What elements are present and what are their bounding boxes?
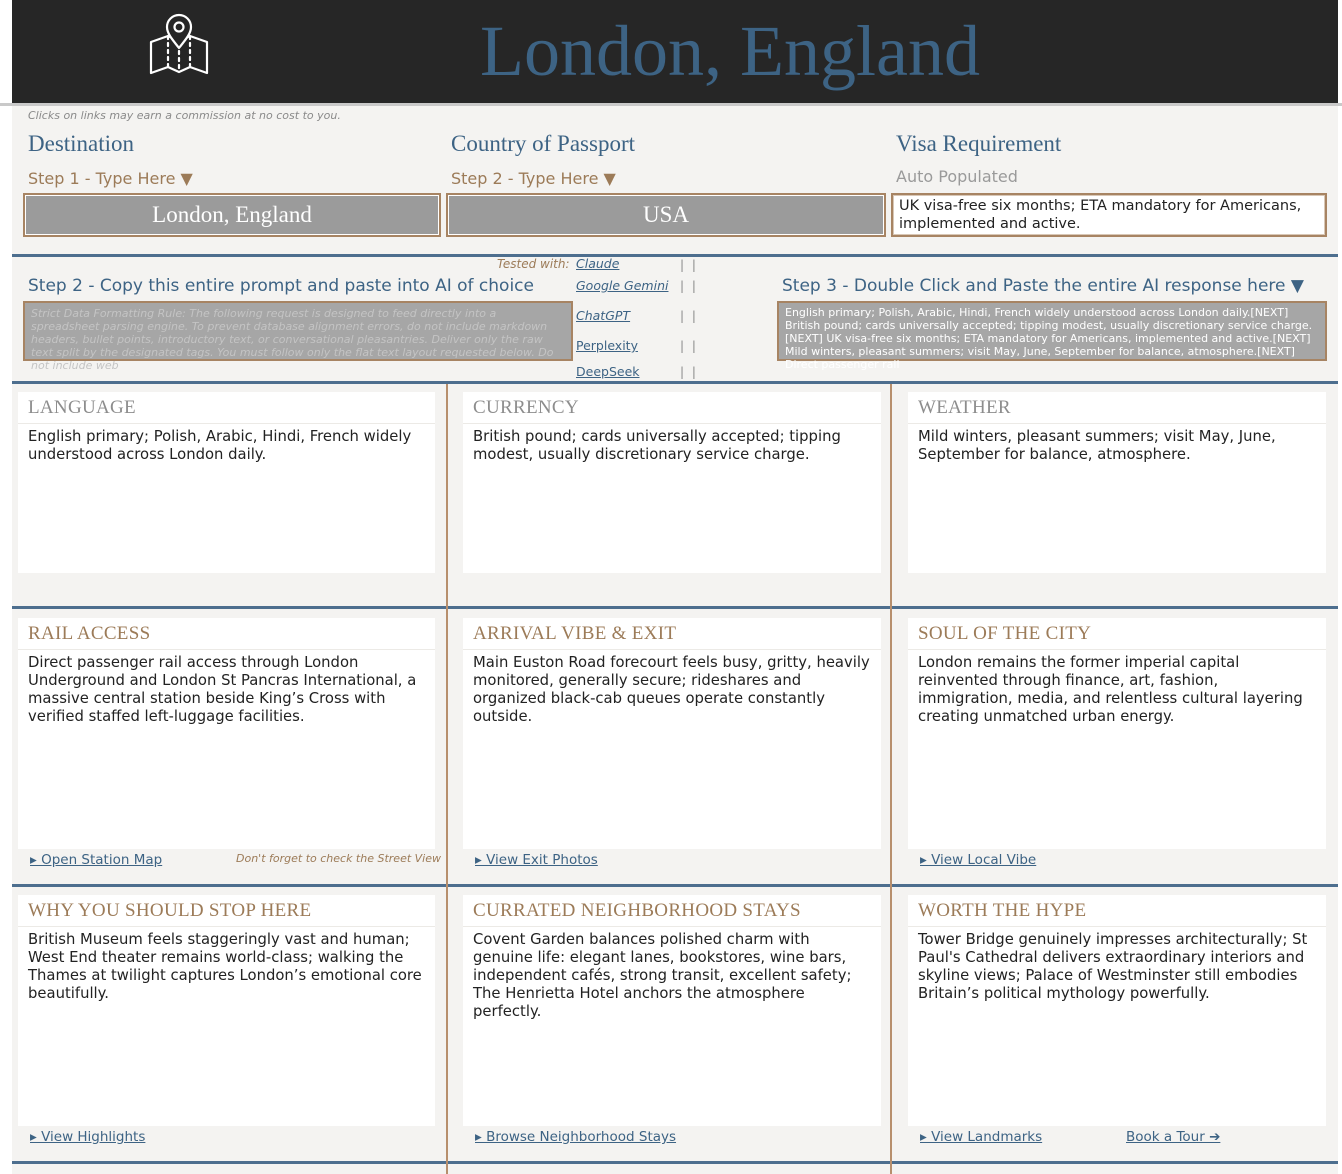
card-body: Tower Bridge genuinely impresses architecturally; St Paul's Cathedral delivers extraordinary interiors and skyline views; Palace of Westminster still embodies Britain’s political mythology powerfully. <box>918 931 1308 1002</box>
card-body: Covent Garden balances polished charm with genuine life: elegant lanes, bookstores, wine bars, independent cafés, strong transit, excellent safety; The Henrietta Hotel anchors the atmosphere perfectly. <box>473 931 852 1020</box>
destination-heading: Destination <box>28 131 135 156</box>
section-divider <box>12 254 1338 257</box>
card-title: SOUL OF THE CITY <box>908 618 1326 650</box>
street-view-note: Don't forget to check the Street View <box>236 852 441 865</box>
card-title: CURRATED NEIGHBORHOOD STAYS <box>463 895 881 927</box>
tested-with-label: Tested with: <box>497 257 570 271</box>
card-title: CURRENCY <box>463 392 881 424</box>
passport-heading: Country of Passport <box>451 131 635 156</box>
card-title: WHY YOU SHOULD STOP HERE <box>18 895 435 927</box>
card-body: English primary; Polish, Arabic, Hindi, French widely understood across London daily. <box>28 428 412 463</box>
column-divider <box>446 384 448 1174</box>
card-title: LANGUAGE <box>18 392 435 424</box>
currency-card <box>463 392 881 573</box>
section-divider <box>12 1161 1338 1164</box>
view-landmarks-link[interactable]: ▸ View Landmarks <box>920 1129 1043 1145</box>
divider-pipes: | | <box>680 339 698 353</box>
destination-input[interactable]: London, England <box>23 193 441 237</box>
step3-heading: Step 3 - Double Click and Paste the entire AI response here ▼ <box>782 276 1304 296</box>
section-divider <box>12 884 1338 887</box>
link-claude[interactable]: Claude <box>576 256 620 271</box>
divider-pipes: | | <box>680 365 698 379</box>
rail-access-card <box>18 618 435 849</box>
card-body: London remains the former imperial capital reinvented through finance, art, fashion, immigration, media, and relentless cultural layering creating unmatched urban energy. <box>918 654 1303 725</box>
view-local-vibe-link[interactable]: ▸ View Local Vibe <box>920 852 1037 868</box>
link-deepseek[interactable]: DeepSeek <box>576 364 640 379</box>
passport-input[interactable]: USA <box>446 193 886 237</box>
link-perplexity[interactable]: Perplexity <box>576 338 638 353</box>
passport-step-label: Step 2 - Type Here ▼ <box>451 169 616 188</box>
link-google-gemini[interactable]: Google Gemini <box>576 278 669 293</box>
step2-heading: Step 2 - Copy this entire prompt and paste into AI of choice <box>28 276 534 296</box>
open-station-map-link[interactable]: ▸ Open Station Map <box>30 852 163 868</box>
divider-pipes: | | <box>680 309 698 323</box>
card-body: Mild winters, pleasant summers; visit May, June, September for balance, atmosphere. <box>918 428 1276 463</box>
card-title: WORTH THE HYPE <box>908 895 1326 927</box>
neighborhood-stays-card <box>463 895 881 1126</box>
divider-pipes: | | <box>680 279 698 293</box>
weather-card <box>908 392 1326 573</box>
section-divider <box>12 606 1338 609</box>
view-exit-photos-link[interactable]: ▸ View Exit Photos <box>475 852 598 868</box>
destination-step-label: Step 1 - Type Here ▼ <box>28 169 193 188</box>
section-divider <box>12 381 1338 384</box>
column-divider <box>890 384 892 1174</box>
card-body: Main Euston Road forecourt feels busy, gritty, heavily monitored, generally secure; rideshares and organized black-cab queues operate constantly outside. <box>473 654 870 725</box>
divider-pipes: | | <box>680 258 698 272</box>
link-chatgpt[interactable]: ChatGPT <box>576 308 631 323</box>
book-a-tour-link[interactable]: Book a Tour ➔ <box>1126 1129 1221 1145</box>
view-highlights-link[interactable]: ▸ View Highlights <box>30 1129 146 1145</box>
browse-stays-link[interactable]: ▸ Browse Neighborhood Stays <box>475 1129 677 1145</box>
affiliate-disclaimer: Clicks on links may earn a commission at no cost to you. <box>28 109 341 122</box>
card-title: WEATHER <box>908 392 1326 424</box>
arrival-vibe-card <box>463 618 881 849</box>
page-title: London, England <box>480 11 980 91</box>
map-pin-icon <box>148 14 210 76</box>
card-title: RAIL ACCESS <box>18 618 435 650</box>
card-body: Direct passenger rail access through London Underground and London St Pancras International, a massive central station beside King’s Cross with verified staffed left-luggage facilities. <box>28 654 417 725</box>
worth-the-hype-card <box>908 895 1326 1126</box>
why-stop-card <box>18 895 435 1126</box>
card-title: ARRIVAL VIBE & EXIT <box>463 618 881 650</box>
card-body: British pound; cards universally accepted; tipping modest, usually discretionary service charge. <box>473 428 841 463</box>
soul-of-city-card <box>908 618 1326 849</box>
card-body: British Museum feels staggeringly vast and human; West End theater remains world-class; walking the Thames at twilight captures London’s emotional core beautifully. <box>28 931 422 1002</box>
language-card <box>18 392 435 573</box>
prompt-textbox[interactable]: Strict Data Formatting Rule: The following request is designed to feed directly into a spreadsheet parsing engine. To prevent database alignment errors, do not include markdown headers, bullet points, introductory text, or conversational pleasantries. Deliver only the raw text split by the designated tags. You must follow only the flat text layout requested below. Do not include web <box>23 301 573 361</box>
visa-result: UK visa-free six months; ETA mandatory for Americans, implemented and active. <box>891 193 1327 237</box>
visa-auto-label: Auto Populated <box>896 167 1018 186</box>
ai-response-textbox[interactable]: English primary; Polish, Arabic, Hindi, French widely understood across London daily.[NEXT] British pound; cards universally accepted; tipping modest, usually discretionary service charge.[NEXT] UK visa-free six months; ETA mandatory for Americans, implemented and active.[NEXT] Mild winters, pleasant summers; visit May, June, September for balance, atmosphere.[NEXT] Direct passenger rail <box>777 301 1327 361</box>
visa-heading: Visa Requirement <box>896 131 1062 156</box>
